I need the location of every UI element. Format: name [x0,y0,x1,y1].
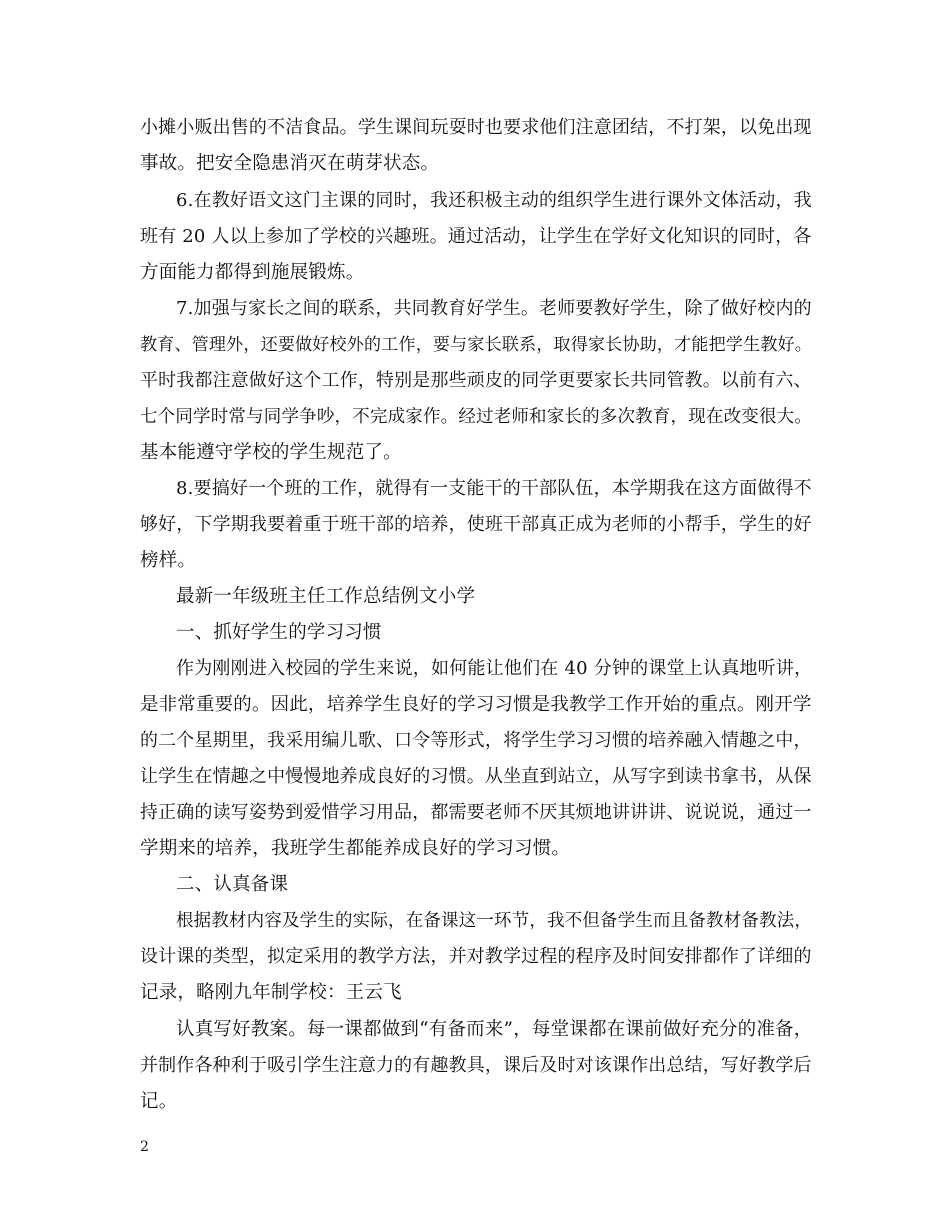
text-line: 认真写好教案。每一课都做到“有备而来”，每堂课都在课前做好充分的准备， [176,1019,813,1040]
text-line: 榜样。 [140,550,197,571]
text-line: 设计课的类型，拟定采用的教学方法，并对教学过程的程序及时间安排都作了详细的 [140,946,812,967]
text-line: 小摊小贩出售的不洁食品。学生课间玩耍时也要求他们注意团结，不打架，以免出现 [140,117,812,138]
text-line: 学期来的培养，我班学生都能养成良好的学习习惯。 [140,838,571,859]
text-line: 的二个星期里，我采用编儿歌、口令等形式，将学生学习习惯的培养融入情趣之中， [140,730,812,751]
text-line: 平时我都注意做好这个工作，特别是那些顽皮的同学更要家长共同管教。以前有六、 [140,370,812,391]
text-line: 并制作各种利于吸引学生注意力的有趣教具，课后及时对该课作出总结，写好教学后 [140,1055,812,1076]
text-line: 班有 20 人以上参加了学校的兴趣班。通过活动，让学生在学好文化知识的同时，各 [140,226,812,247]
section-heading: 二、认真备课 [176,874,289,895]
text-line: 事故。把安全隐患消灭在萌芽状态。 [140,153,440,174]
text-line: 是非常重要的。因此，培养学生良好的学习习惯是我教学工作开始的重点。刚开学 [140,694,812,715]
text-line: 让学生在情趣之中慢慢地养成良好的习惯。从坐直到站立，从写字到读书拿书，从保 [140,766,812,787]
page-number: 2 [140,1139,149,1155]
text-line: 作为刚刚进入校园的学生来说，如何能让他们在 40 分钟的课堂上认真地听讲， [176,658,813,679]
text-line: 方面能力都得到施展锻炼。 [140,262,365,283]
section-heading: 一、抓好学生的学习习惯 [176,622,382,643]
text-line: 七个同学时常与同学争吵，不完成家作。经过老师和家长的多次教育，现在改变很大。 [140,407,813,427]
text-line: 6.在教好语文这门主课的同时，我还积极主动的组织学生进行课外文体活动，我 [176,190,812,211]
text-line: 8.要搞好一个班的工作，就得有一支能干的干部队伍，本学期我在这方面做得不 [176,478,812,499]
text-line: 记。 [140,1091,178,1112]
text-line: 记录，略刚九年制学校：王云飞 [140,982,402,1003]
text-line: 基本能遵守学校的学生规范了。 [140,442,402,463]
text-line: 够好，下学期我要着重于班干部的培养，使班干部真正成为老师的小帮手，学生的好 [140,514,812,535]
text-line: 持正确的读写姿势到爱惜学习用品，都需要老师不厌其烦地讲讲讲、说说说，通过一 [140,802,812,823]
text-line: 7.加强与家长之间的联系，共同教育好学生。老师要教好学生，除了做好校内的 [176,298,812,319]
text-line: 根据教材内容及学生的实际，在备课这一环节，我不但备学生而且备教材备教法， [176,911,813,931]
section-title: 最新一年级班主任工作总结例文小学 [176,586,476,607]
text-line: 教育、管理外，还要做好校外的工作，要与家长联系，取得家长协助，才能把学生教好。 [140,335,813,355]
